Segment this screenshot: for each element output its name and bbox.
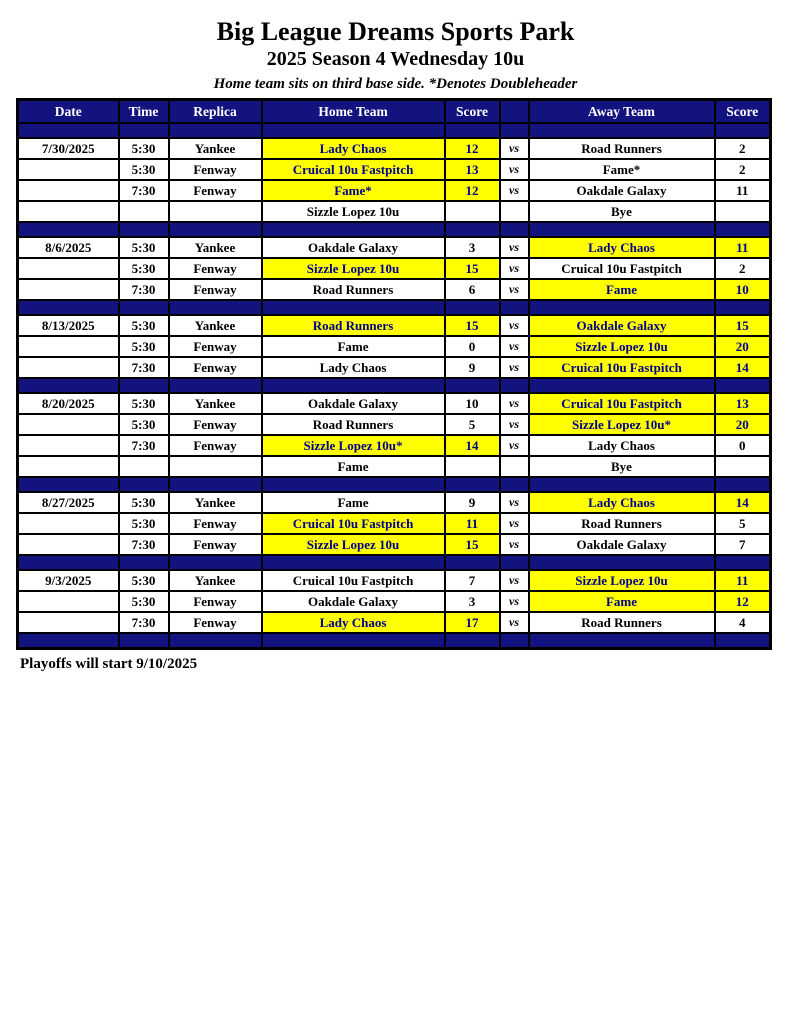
away-score-cell: 4	[715, 612, 771, 633]
separator-cell	[119, 633, 169, 649]
away-score-cell: 2	[715, 258, 771, 279]
vs-cell	[500, 456, 529, 477]
date-cell	[18, 591, 119, 612]
date-cell	[18, 279, 119, 300]
away-team-cell: Sizzle Lopez 10u	[529, 336, 715, 357]
home-team-cell: Lady Chaos	[262, 138, 445, 159]
vs-cell: vs	[500, 258, 529, 279]
date-cell	[18, 201, 119, 222]
away-score-cell: 14	[715, 492, 771, 513]
separator-cell	[715, 555, 771, 570]
game-row	[18, 138, 771, 159]
home-score-cell: 15	[445, 258, 500, 279]
separator-cell	[715, 477, 771, 492]
time-cell: 5:30	[119, 138, 169, 159]
vs-cell: vs	[500, 513, 529, 534]
home-score-cell: 17	[445, 612, 500, 633]
date-cell	[18, 357, 119, 378]
home-score-cell: 13	[445, 159, 500, 180]
date-cell: 9/3/2025	[18, 570, 119, 591]
separator-cell	[18, 222, 119, 237]
separator-cell	[169, 633, 262, 649]
separator-cell	[715, 123, 771, 138]
time-cell: 5:30	[119, 237, 169, 258]
separator-cell	[18, 555, 119, 570]
separator-cell	[445, 633, 500, 649]
time-cell: 7:30	[119, 612, 169, 633]
away-team-cell: Sizzle Lopez 10u	[529, 570, 715, 591]
away-team-cell: Road Runners	[529, 513, 715, 534]
separator-cell	[445, 477, 500, 492]
home-team-cell: Cruical 10u Fastpitch	[262, 159, 445, 180]
away-team-cell: Oakdale Galaxy	[529, 180, 715, 201]
separator-cell	[18, 300, 119, 315]
separator-cell	[119, 300, 169, 315]
separator-cell	[18, 378, 119, 393]
date-cell: 8/20/2025	[18, 393, 119, 414]
separator-cell	[500, 123, 529, 138]
home-score-cell: 15	[445, 315, 500, 336]
time-cell: 5:30	[119, 591, 169, 612]
separator-row	[18, 477, 771, 492]
away-team-cell: Oakdale Galaxy	[529, 315, 715, 336]
date-cell	[18, 180, 119, 201]
game-row	[18, 279, 771, 300]
separator-row	[18, 300, 771, 315]
vs-cell: vs	[500, 534, 529, 555]
away-team-cell: Bye	[529, 201, 715, 222]
separator-cell	[262, 222, 445, 237]
game-row	[18, 591, 771, 612]
replica-cell: Fenway	[169, 180, 262, 201]
column-header-vs	[500, 100, 529, 124]
date-cell	[18, 159, 119, 180]
replica-cell: Fenway	[169, 534, 262, 555]
vs-cell: vs	[500, 315, 529, 336]
away-score-cell: 5	[715, 513, 771, 534]
separator-cell	[18, 633, 119, 649]
home-score-cell: 3	[445, 237, 500, 258]
game-row	[18, 456, 771, 477]
separator-cell	[445, 378, 500, 393]
game-row	[18, 513, 771, 534]
time-cell: 7:30	[119, 435, 169, 456]
replica-cell: Fenway	[169, 258, 262, 279]
away-team-cell: Sizzle Lopez 10u*	[529, 414, 715, 435]
replica-cell: Fenway	[169, 591, 262, 612]
separator-cell	[500, 222, 529, 237]
home-score-cell: 5	[445, 414, 500, 435]
separator-cell	[169, 378, 262, 393]
separator-cell	[529, 123, 715, 138]
away-team-cell: Lady Chaos	[529, 492, 715, 513]
home-team-cell: Road Runners	[262, 315, 445, 336]
away-score-cell: 11	[715, 570, 771, 591]
separator-row	[18, 633, 771, 649]
separator-cell	[529, 555, 715, 570]
replica-cell: Fenway	[169, 513, 262, 534]
separator-cell	[119, 378, 169, 393]
separator-cell	[262, 300, 445, 315]
replica-cell: Fenway	[169, 414, 262, 435]
page-subtitle: 2025 Season 4 Wednesday 10u	[266, 48, 525, 71]
playoffs-note: Playoffs will start 9/10/2025	[20, 656, 198, 673]
game-row	[18, 492, 771, 513]
separator-cell	[18, 123, 119, 138]
home-team-cell: Cruical 10u Fastpitch	[262, 513, 445, 534]
column-header-home-score: Score	[445, 100, 500, 124]
home-score-cell: 12	[445, 138, 500, 159]
vs-cell: vs	[500, 336, 529, 357]
home-score-cell	[445, 201, 500, 222]
separator-row	[18, 123, 771, 138]
date-cell	[18, 456, 119, 477]
away-team-cell: Fame	[529, 591, 715, 612]
separator-cell	[169, 555, 262, 570]
home-score-cell: 9	[445, 357, 500, 378]
away-score-cell	[715, 456, 771, 477]
home-team-cell: Fame	[262, 492, 445, 513]
home-team-cell: Sizzle Lopez 10u*	[262, 435, 445, 456]
home-score-cell: 6	[445, 279, 500, 300]
home-team-cell: Oakdale Galaxy	[262, 237, 445, 258]
away-score-cell	[715, 201, 771, 222]
separator-cell	[169, 222, 262, 237]
separator-cell	[445, 555, 500, 570]
schedule-table-body	[18, 123, 771, 649]
away-score-cell: 11	[715, 237, 771, 258]
game-row	[18, 357, 771, 378]
time-cell: 5:30	[119, 513, 169, 534]
column-header-date: Date	[18, 100, 119, 124]
home-team-cell: Oakdale Galaxy	[262, 393, 445, 414]
separator-cell	[529, 378, 715, 393]
separator-cell	[500, 300, 529, 315]
time-cell: 5:30	[119, 393, 169, 414]
date-cell	[18, 534, 119, 555]
away-team-cell: Fame	[529, 279, 715, 300]
game-row	[18, 336, 771, 357]
vs-cell	[500, 201, 529, 222]
time-cell: 5:30	[119, 570, 169, 591]
home-score-cell	[445, 456, 500, 477]
column-header-home-team: Home Team	[262, 100, 445, 124]
replica-cell	[169, 201, 262, 222]
time-cell: 5:30	[119, 336, 169, 357]
game-row	[18, 435, 771, 456]
separator-cell	[500, 555, 529, 570]
time-cell	[119, 456, 169, 477]
separator-cell	[715, 633, 771, 649]
separator-cell	[119, 123, 169, 138]
schedule-table	[16, 98, 772, 650]
time-cell: 7:30	[119, 180, 169, 201]
separator-cell	[529, 477, 715, 492]
home-team-cell: Oakdale Galaxy	[262, 591, 445, 612]
away-score-cell: 20	[715, 414, 771, 435]
replica-cell: Yankee	[169, 570, 262, 591]
vs-cell: vs	[500, 612, 529, 633]
separator-cell	[500, 378, 529, 393]
separator-cell	[529, 222, 715, 237]
home-team-cell: Road Runners	[262, 279, 445, 300]
time-cell: 7:30	[119, 279, 169, 300]
column-header-away-score: Score	[715, 100, 771, 124]
replica-cell: Fenway	[169, 612, 262, 633]
time-cell: 5:30	[119, 492, 169, 513]
page-note: Home team sits on third base side. *Denotes Doubleheader	[213, 76, 578, 93]
date-cell	[18, 612, 119, 633]
game-row	[18, 237, 771, 258]
replica-cell: Yankee	[169, 393, 262, 414]
away-score-cell: 2	[715, 159, 771, 180]
replica-cell: Yankee	[169, 138, 262, 159]
replica-cell: Yankee	[169, 237, 262, 258]
separator-cell	[715, 300, 771, 315]
home-score-cell: 0	[445, 336, 500, 357]
time-cell: 5:30	[119, 315, 169, 336]
separator-cell	[445, 123, 500, 138]
home-score-cell: 10	[445, 393, 500, 414]
date-cell: 7/30/2025	[18, 138, 119, 159]
home-score-cell: 7	[445, 570, 500, 591]
separator-cell	[262, 633, 445, 649]
replica-cell: Yankee	[169, 492, 262, 513]
replica-cell	[169, 456, 262, 477]
game-row	[18, 258, 771, 279]
away-score-cell: 14	[715, 357, 771, 378]
separator-cell	[445, 300, 500, 315]
away-team-cell: Oakdale Galaxy	[529, 534, 715, 555]
away-score-cell: 2	[715, 138, 771, 159]
game-row	[18, 534, 771, 555]
separator-cell	[529, 300, 715, 315]
away-team-cell: Cruical 10u Fastpitch	[529, 357, 715, 378]
vs-cell: vs	[500, 570, 529, 591]
home-score-cell: 11	[445, 513, 500, 534]
page-title: Big League Dreams Sports Park	[216, 17, 575, 46]
date-cell: 8/13/2025	[18, 315, 119, 336]
home-team-cell: Lady Chaos	[262, 357, 445, 378]
replica-cell: Fenway	[169, 357, 262, 378]
separator-cell	[262, 477, 445, 492]
home-team-cell: Sizzle Lopez 10u	[262, 258, 445, 279]
game-row	[18, 159, 771, 180]
date-cell	[18, 258, 119, 279]
away-score-cell: 13	[715, 393, 771, 414]
game-row	[18, 180, 771, 201]
separator-cell	[715, 222, 771, 237]
separator-cell	[262, 555, 445, 570]
home-score-cell: 14	[445, 435, 500, 456]
home-team-cell: Sizzle Lopez 10u	[262, 201, 445, 222]
separator-row	[18, 378, 771, 393]
home-score-cell: 9	[445, 492, 500, 513]
separator-cell	[119, 555, 169, 570]
away-score-cell: 11	[715, 180, 771, 201]
separator-cell	[715, 378, 771, 393]
game-row	[18, 414, 771, 435]
replica-cell: Fenway	[169, 336, 262, 357]
away-team-cell: Road Runners	[529, 612, 715, 633]
away-score-cell: 10	[715, 279, 771, 300]
time-cell: 5:30	[119, 159, 169, 180]
column-header-time: Time	[119, 100, 169, 124]
away-score-cell: 0	[715, 435, 771, 456]
away-team-cell: Lady Chaos	[529, 435, 715, 456]
vs-cell: vs	[500, 237, 529, 258]
game-row	[18, 570, 771, 591]
home-team-cell: Sizzle Lopez 10u	[262, 534, 445, 555]
date-cell	[18, 414, 119, 435]
home-team-cell: Road Runners	[262, 414, 445, 435]
home-team-cell: Cruical 10u Fastpitch	[262, 570, 445, 591]
column-header-away-team: Away Team	[529, 100, 715, 124]
separator-cell	[169, 123, 262, 138]
vs-cell: vs	[500, 591, 529, 612]
vs-cell: vs	[500, 414, 529, 435]
date-cell: 8/6/2025	[18, 237, 119, 258]
vs-cell: vs	[500, 435, 529, 456]
away-score-cell: 7	[715, 534, 771, 555]
game-row	[18, 612, 771, 633]
separator-cell	[119, 222, 169, 237]
away-team-cell: Lady Chaos	[529, 237, 715, 258]
game-row	[18, 315, 771, 336]
replica-cell: Yankee	[169, 315, 262, 336]
separator-cell	[500, 477, 529, 492]
away-team-cell: Fame*	[529, 159, 715, 180]
vs-cell: vs	[500, 357, 529, 378]
home-score-cell: 15	[445, 534, 500, 555]
separator-cell	[500, 633, 529, 649]
header-row	[18, 100, 771, 124]
time-cell: 5:30	[119, 414, 169, 435]
home-team-cell: Fame*	[262, 180, 445, 201]
time-cell	[119, 201, 169, 222]
date-cell	[18, 513, 119, 534]
separator-cell	[262, 378, 445, 393]
replica-cell: Fenway	[169, 435, 262, 456]
separator-cell	[169, 477, 262, 492]
date-cell: 8/27/2025	[18, 492, 119, 513]
away-team-cell: Road Runners	[529, 138, 715, 159]
away-team-cell: Bye	[529, 456, 715, 477]
away-score-cell: 15	[715, 315, 771, 336]
away-score-cell: 20	[715, 336, 771, 357]
separator-cell	[169, 300, 262, 315]
separator-cell	[262, 123, 445, 138]
home-score-cell: 3	[445, 591, 500, 612]
vs-cell: vs	[500, 492, 529, 513]
separator-cell	[18, 477, 119, 492]
home-team-cell: Lady Chaos	[262, 612, 445, 633]
date-cell	[18, 435, 119, 456]
vs-cell: vs	[500, 279, 529, 300]
home-team-cell: Fame	[262, 456, 445, 477]
separator-cell	[445, 222, 500, 237]
game-row	[18, 393, 771, 414]
vs-cell: vs	[500, 393, 529, 414]
time-cell: 5:30	[119, 258, 169, 279]
away-team-cell: Cruical 10u Fastpitch	[529, 393, 715, 414]
column-header-replica: Replica	[169, 100, 262, 124]
separator-cell	[119, 477, 169, 492]
home-team-cell: Fame	[262, 336, 445, 357]
away-score-cell: 12	[715, 591, 771, 612]
vs-cell: vs	[500, 159, 529, 180]
time-cell: 7:30	[119, 534, 169, 555]
separator-cell	[529, 633, 715, 649]
replica-cell: Fenway	[169, 279, 262, 300]
vs-cell: vs	[500, 180, 529, 201]
away-team-cell: Cruical 10u Fastpitch	[529, 258, 715, 279]
home-score-cell: 12	[445, 180, 500, 201]
game-row	[18, 201, 771, 222]
separator-row	[18, 222, 771, 237]
date-cell	[18, 336, 119, 357]
separator-row	[18, 555, 771, 570]
time-cell: 7:30	[119, 357, 169, 378]
vs-cell: vs	[500, 138, 529, 159]
replica-cell: Fenway	[169, 159, 262, 180]
